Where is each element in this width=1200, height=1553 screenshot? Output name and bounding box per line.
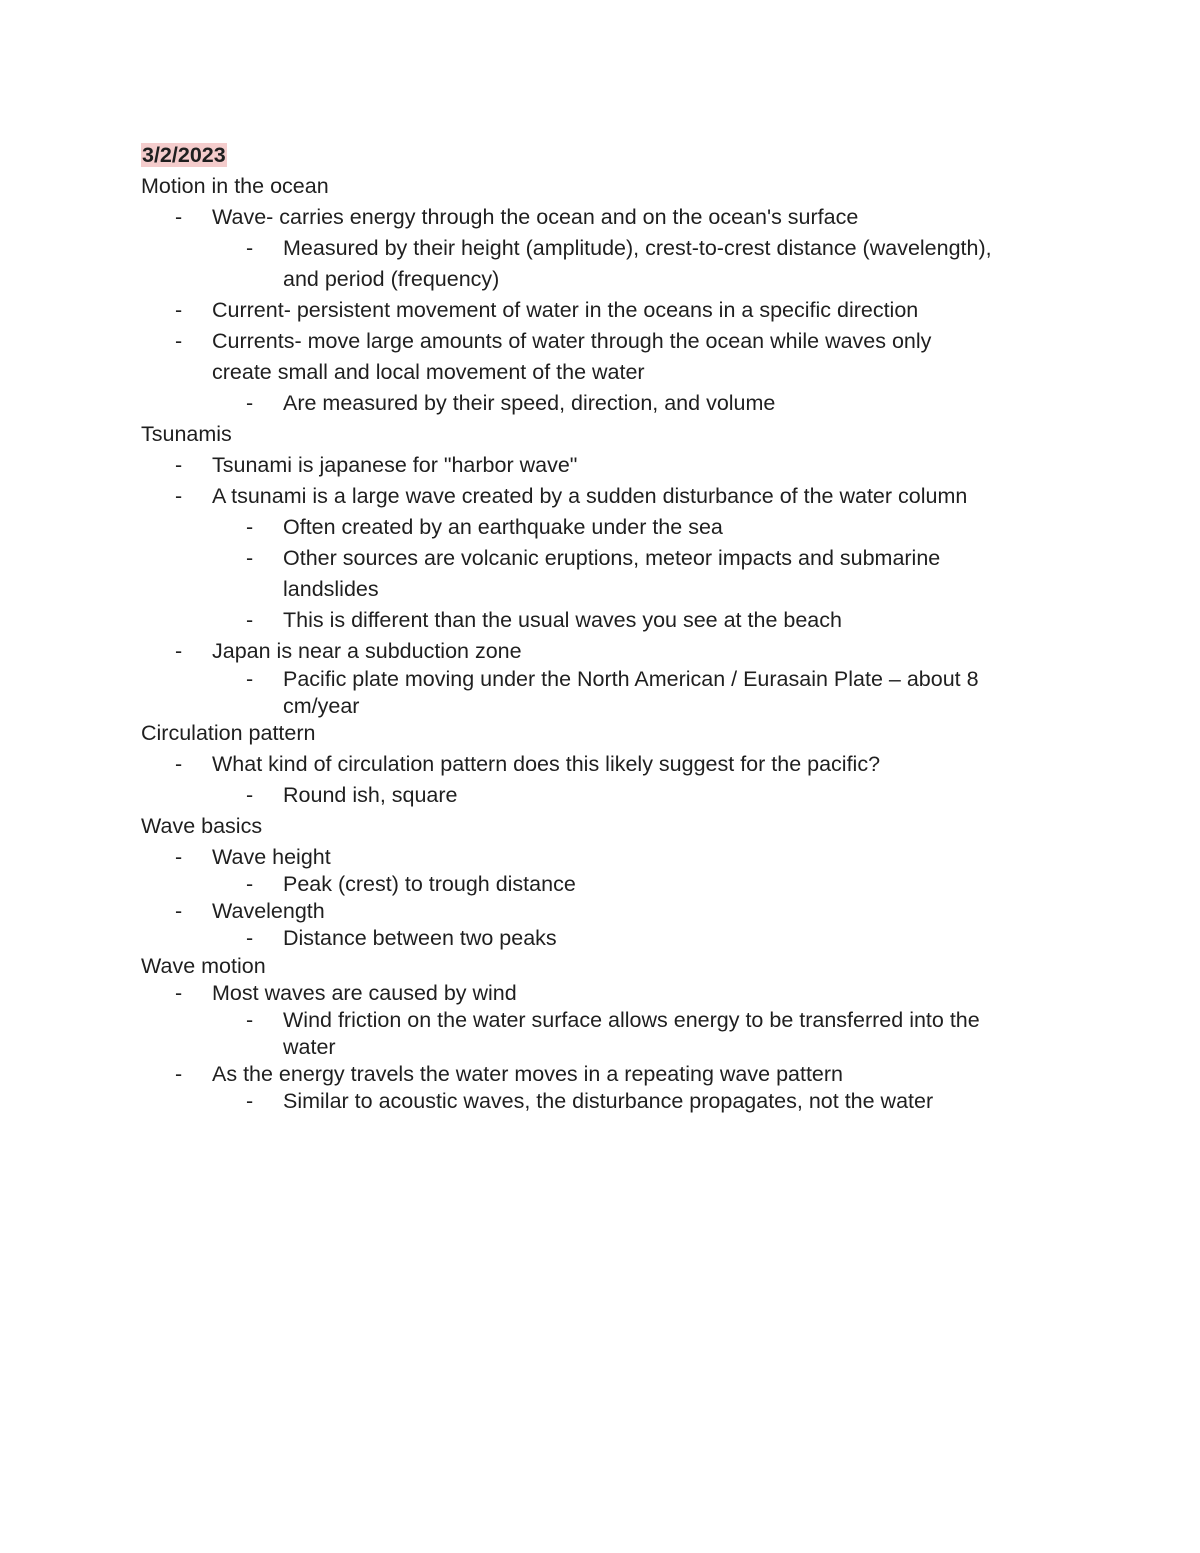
list-item: Often created by an earthquake under the sea — [283, 515, 723, 539]
list-item: landslides — [283, 577, 379, 601]
list-item: Wind friction on the water surface allows energy to be transferred into the — [283, 1008, 980, 1032]
bullet-dash: - — [175, 981, 183, 1005]
list-item: Current- persistent movement of water in the oceans in a specific direction — [212, 298, 919, 322]
list-item: Other sources are volcanic eruptions, meteor impacts and submarine — [283, 546, 941, 570]
section-heading: Wave basics — [141, 814, 263, 838]
list-item: Wave- carries energy through the ocean and on the ocean's surface — [212, 205, 859, 229]
section-heading: Wave motion — [141, 954, 266, 978]
bullet-dash: - — [246, 926, 254, 950]
list-item: create small and local movement of the water — [212, 360, 645, 384]
bullet-dash: - — [246, 546, 254, 570]
list-item: Distance between two peaks — [283, 926, 557, 950]
list-item: This is different than the usual waves you see at the beach — [283, 608, 842, 632]
list-item: Tsunami is japanese for "harbor wave" — [212, 453, 578, 477]
bullet-dash: - — [246, 872, 254, 896]
date-highlight: 3/2/2023 — [142, 143, 226, 167]
section-heading: Tsunamis — [141, 422, 232, 446]
list-item: Round ish, square — [283, 783, 458, 807]
list-item: cm/year — [283, 694, 360, 718]
list-item: Wave height — [212, 845, 331, 869]
bullet-dash: - — [246, 391, 254, 415]
bullet-dash: - — [246, 1089, 254, 1113]
list-item: Japan is near a subduction zone — [212, 639, 522, 663]
bullet-dash: - — [175, 752, 183, 776]
bullet-dash: - — [175, 453, 183, 477]
list-item: Currents- move large amounts of water through the ocean while waves only — [212, 329, 932, 353]
bullet-dash: - — [246, 667, 254, 691]
bullet-dash: - — [175, 845, 183, 869]
section-heading: Circulation pattern — [141, 721, 316, 745]
list-item: Peak (crest) to trough distance — [283, 872, 576, 896]
bullet-dash: - — [175, 329, 183, 353]
list-item: Most waves are caused by wind — [212, 981, 517, 1005]
bullet-dash: - — [175, 484, 183, 508]
list-item: Similar to acoustic waves, the disturbance propagates, not the water — [283, 1089, 934, 1113]
list-item: Wavelength — [212, 899, 325, 923]
bullet-dash: - — [246, 236, 254, 260]
bullet-dash: - — [175, 899, 183, 923]
section-heading: Motion in the ocean — [141, 174, 329, 198]
bullet-dash: - — [246, 1008, 254, 1032]
bullet-dash: - — [175, 298, 183, 322]
bullet-dash: - — [246, 608, 254, 632]
bullet-dash: - — [246, 515, 254, 539]
list-item: water — [283, 1035, 336, 1059]
list-item: A tsunami is a large wave created by a sudden disturbance of the water column — [212, 484, 968, 508]
note-date — [141, 142, 227, 168]
bullet-dash: - — [175, 205, 183, 229]
list-item: As the energy travels the water moves in a repeating wave pattern — [212, 1062, 844, 1086]
list-item: What kind of circulation pattern does this likely suggest for the pacific? — [212, 752, 881, 776]
list-item: and period (frequency) — [283, 267, 500, 291]
bullet-dash: - — [175, 1062, 183, 1086]
list-item: Measured by their height (amplitude), crest-to-crest distance (wavelength), — [283, 236, 992, 260]
bullet-dash: - — [175, 639, 183, 663]
bullet-dash: - — [246, 783, 254, 807]
list-item: Pacific plate moving under the North American / Eurasain Plate – about 8 — [283, 667, 979, 691]
list-item: Are measured by their speed, direction, and volume — [283, 391, 776, 415]
